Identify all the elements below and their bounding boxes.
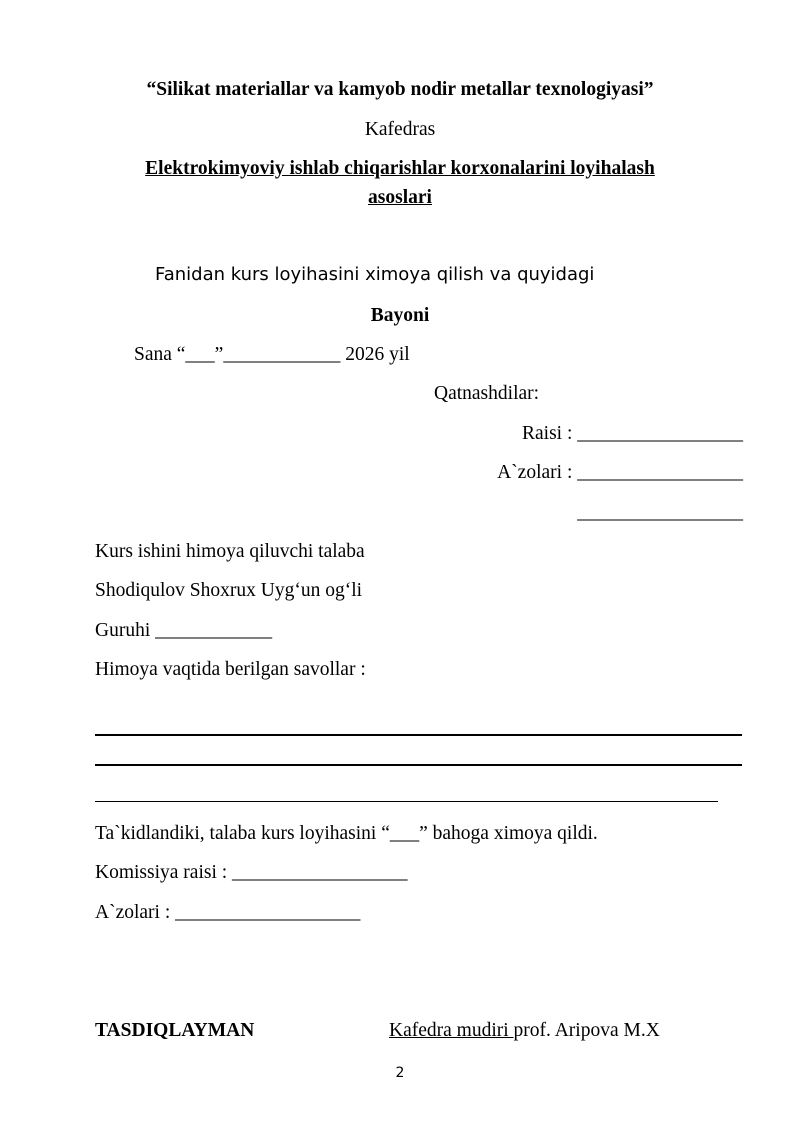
department-head-name: prof. Aripova M.X [513, 1020, 660, 1041]
questions-label: Himoya vaqtida berilgan savollar : [95, 659, 366, 680]
question-line-3 [95, 801, 718, 802]
subject-title-line-1: Elektrokimyoviy ishlab chiqarishlar korxonalarini loyihalash [145, 158, 655, 179]
members-line: A`zolari : _________________ [497, 462, 743, 483]
commission-members-line: A`zolari : ___________________ [95, 902, 361, 923]
department-head-label: Kafedra mudiri [389, 1020, 514, 1041]
student-label: Kurs ishini himoya qiluvchi talaba [95, 541, 365, 562]
intro-text: Fanidan kurs loyihasini ximoya qilish va quyidagi [155, 264, 595, 285]
page-number: 2 [395, 1065, 405, 1081]
date-line: Sana “___”____________ 2026 yil [134, 344, 410, 365]
chairman-line: Raisi : _________________ [521, 423, 743, 444]
approval-label: TASDIQLAYMAN [95, 1020, 255, 1041]
participants-label: Qatnashdilar: [434, 383, 540, 404]
result-text: Ta`kidlandiki, talaba kurs loyihasini “___” bahoga ximoya qildi. [95, 823, 598, 844]
group-line: Guruhi ____________ [95, 620, 273, 641]
kafedra-label: Kafedras [364, 119, 436, 140]
subject-title-line-2: asoslari [368, 187, 432, 208]
student-name: Shodiqulov Shoxrux Uyg‘un og‘li [95, 580, 363, 601]
commission-chairman-line: Komissiya raisi : __________________ [95, 862, 408, 883]
department-title: “Silikat materiallar va kamyob nodir metallar texnologiyasi” [146, 79, 654, 100]
question-line-1 [95, 734, 742, 736]
members-extra-line: _________________ [577, 502, 743, 523]
document-title: Bayoni [370, 305, 430, 326]
department-head [389, 1021, 660, 1041]
question-line-2 [95, 764, 742, 766]
